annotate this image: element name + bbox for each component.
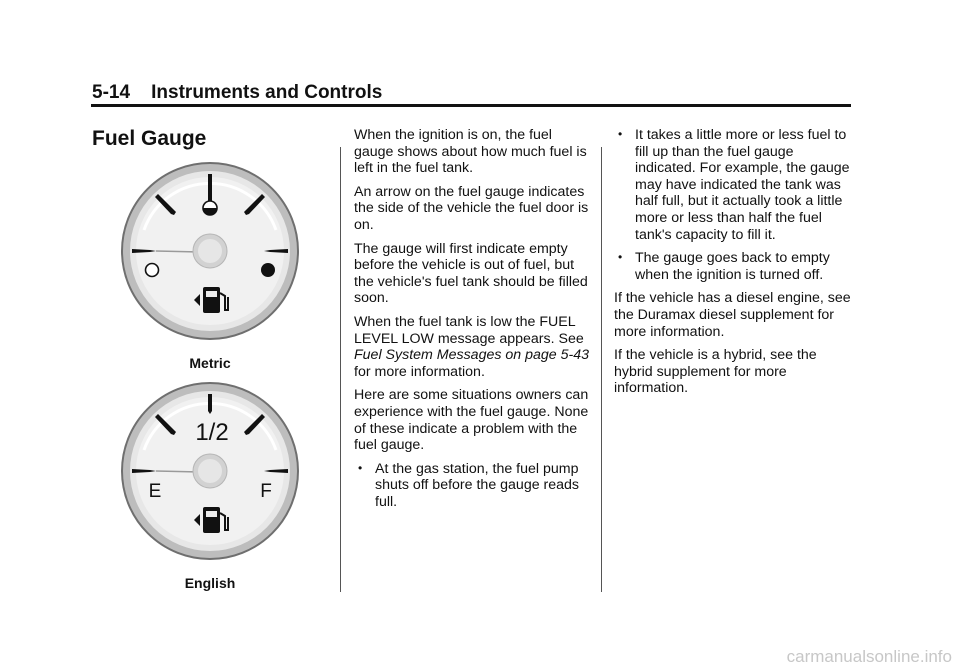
paragraph: When the ignition is on, the fuel gauge shows about how much fuel is left in the fuel tank. bbox=[354, 127, 587, 177]
text-column-2 bbox=[354, 127, 592, 517]
watermark: carmanualsonline.info bbox=[786, 647, 952, 666]
cross-reference-link[interactable]: Fuel System Messages on page 5-43 bbox=[354, 347, 590, 364]
paragraph: If the vehicle is a hybrid, see the hybrid supplement for more information. bbox=[614, 347, 817, 397]
text-column-3 bbox=[614, 127, 854, 404]
english-fuel-gauge bbox=[120, 380, 300, 562]
paragraph: If the vehicle has a diesel engine, see the Duramax diesel supplement for more information. bbox=[614, 290, 851, 340]
section-title: Fuel Gauge bbox=[92, 127, 207, 150]
page-number: 5-14 bbox=[92, 82, 131, 103]
list-item: • The gauge goes back to empty when the ignition is turned off. bbox=[618, 250, 830, 283]
bullet-icon: • bbox=[618, 127, 623, 141]
bullet-icon: • bbox=[618, 250, 623, 265]
paragraph: When the fuel tank is low the FUEL LEVEL LOW message appears. See Fuel System Messages on page 5-43 for more information. bbox=[354, 313, 590, 380]
paragraph: The gauge will first indicate empty before the vehicle is out of fuel, but the vehicle's fuel tank should be filled soon. bbox=[354, 240, 588, 307]
page-header bbox=[92, 82, 382, 104]
metric-fuel-gauge bbox=[120, 160, 300, 342]
half-label: 1/2 bbox=[195, 419, 229, 446]
paragraph: Here are some situations owners can experience with the fuel gauge. None of these indicate a problem with the fuel gauge. bbox=[354, 387, 589, 454]
full-label: F bbox=[260, 481, 272, 502]
paragraph: An arrow on the fuel gauge indicates the side of the vehicle the fuel door is on. bbox=[354, 183, 589, 233]
list-item: • It takes a little more or less fuel to fill up than the fuel gauge indicated. For example, the gauge may have indicated the tank was half full, but it actually took a little more or less than half the fuel tank's capacity to fill it. bbox=[618, 127, 850, 243]
header-rule bbox=[91, 104, 851, 107]
metric-caption: Metric bbox=[189, 355, 231, 371]
column-divider-1 bbox=[340, 147, 341, 592]
bullet-icon: • bbox=[358, 460, 363, 475]
empty-tank-icon bbox=[146, 264, 159, 277]
empty-label: E bbox=[148, 481, 162, 502]
chapter-title: Instruments and Controls bbox=[151, 82, 383, 103]
half-tank-icon bbox=[203, 201, 217, 215]
full-tank-icon bbox=[261, 263, 275, 277]
column-divider-2 bbox=[601, 147, 602, 592]
list-item: • At the gas station, the fuel pump shuts off before the gauge reads full. bbox=[358, 460, 580, 510]
english-caption: English bbox=[184, 575, 236, 591]
